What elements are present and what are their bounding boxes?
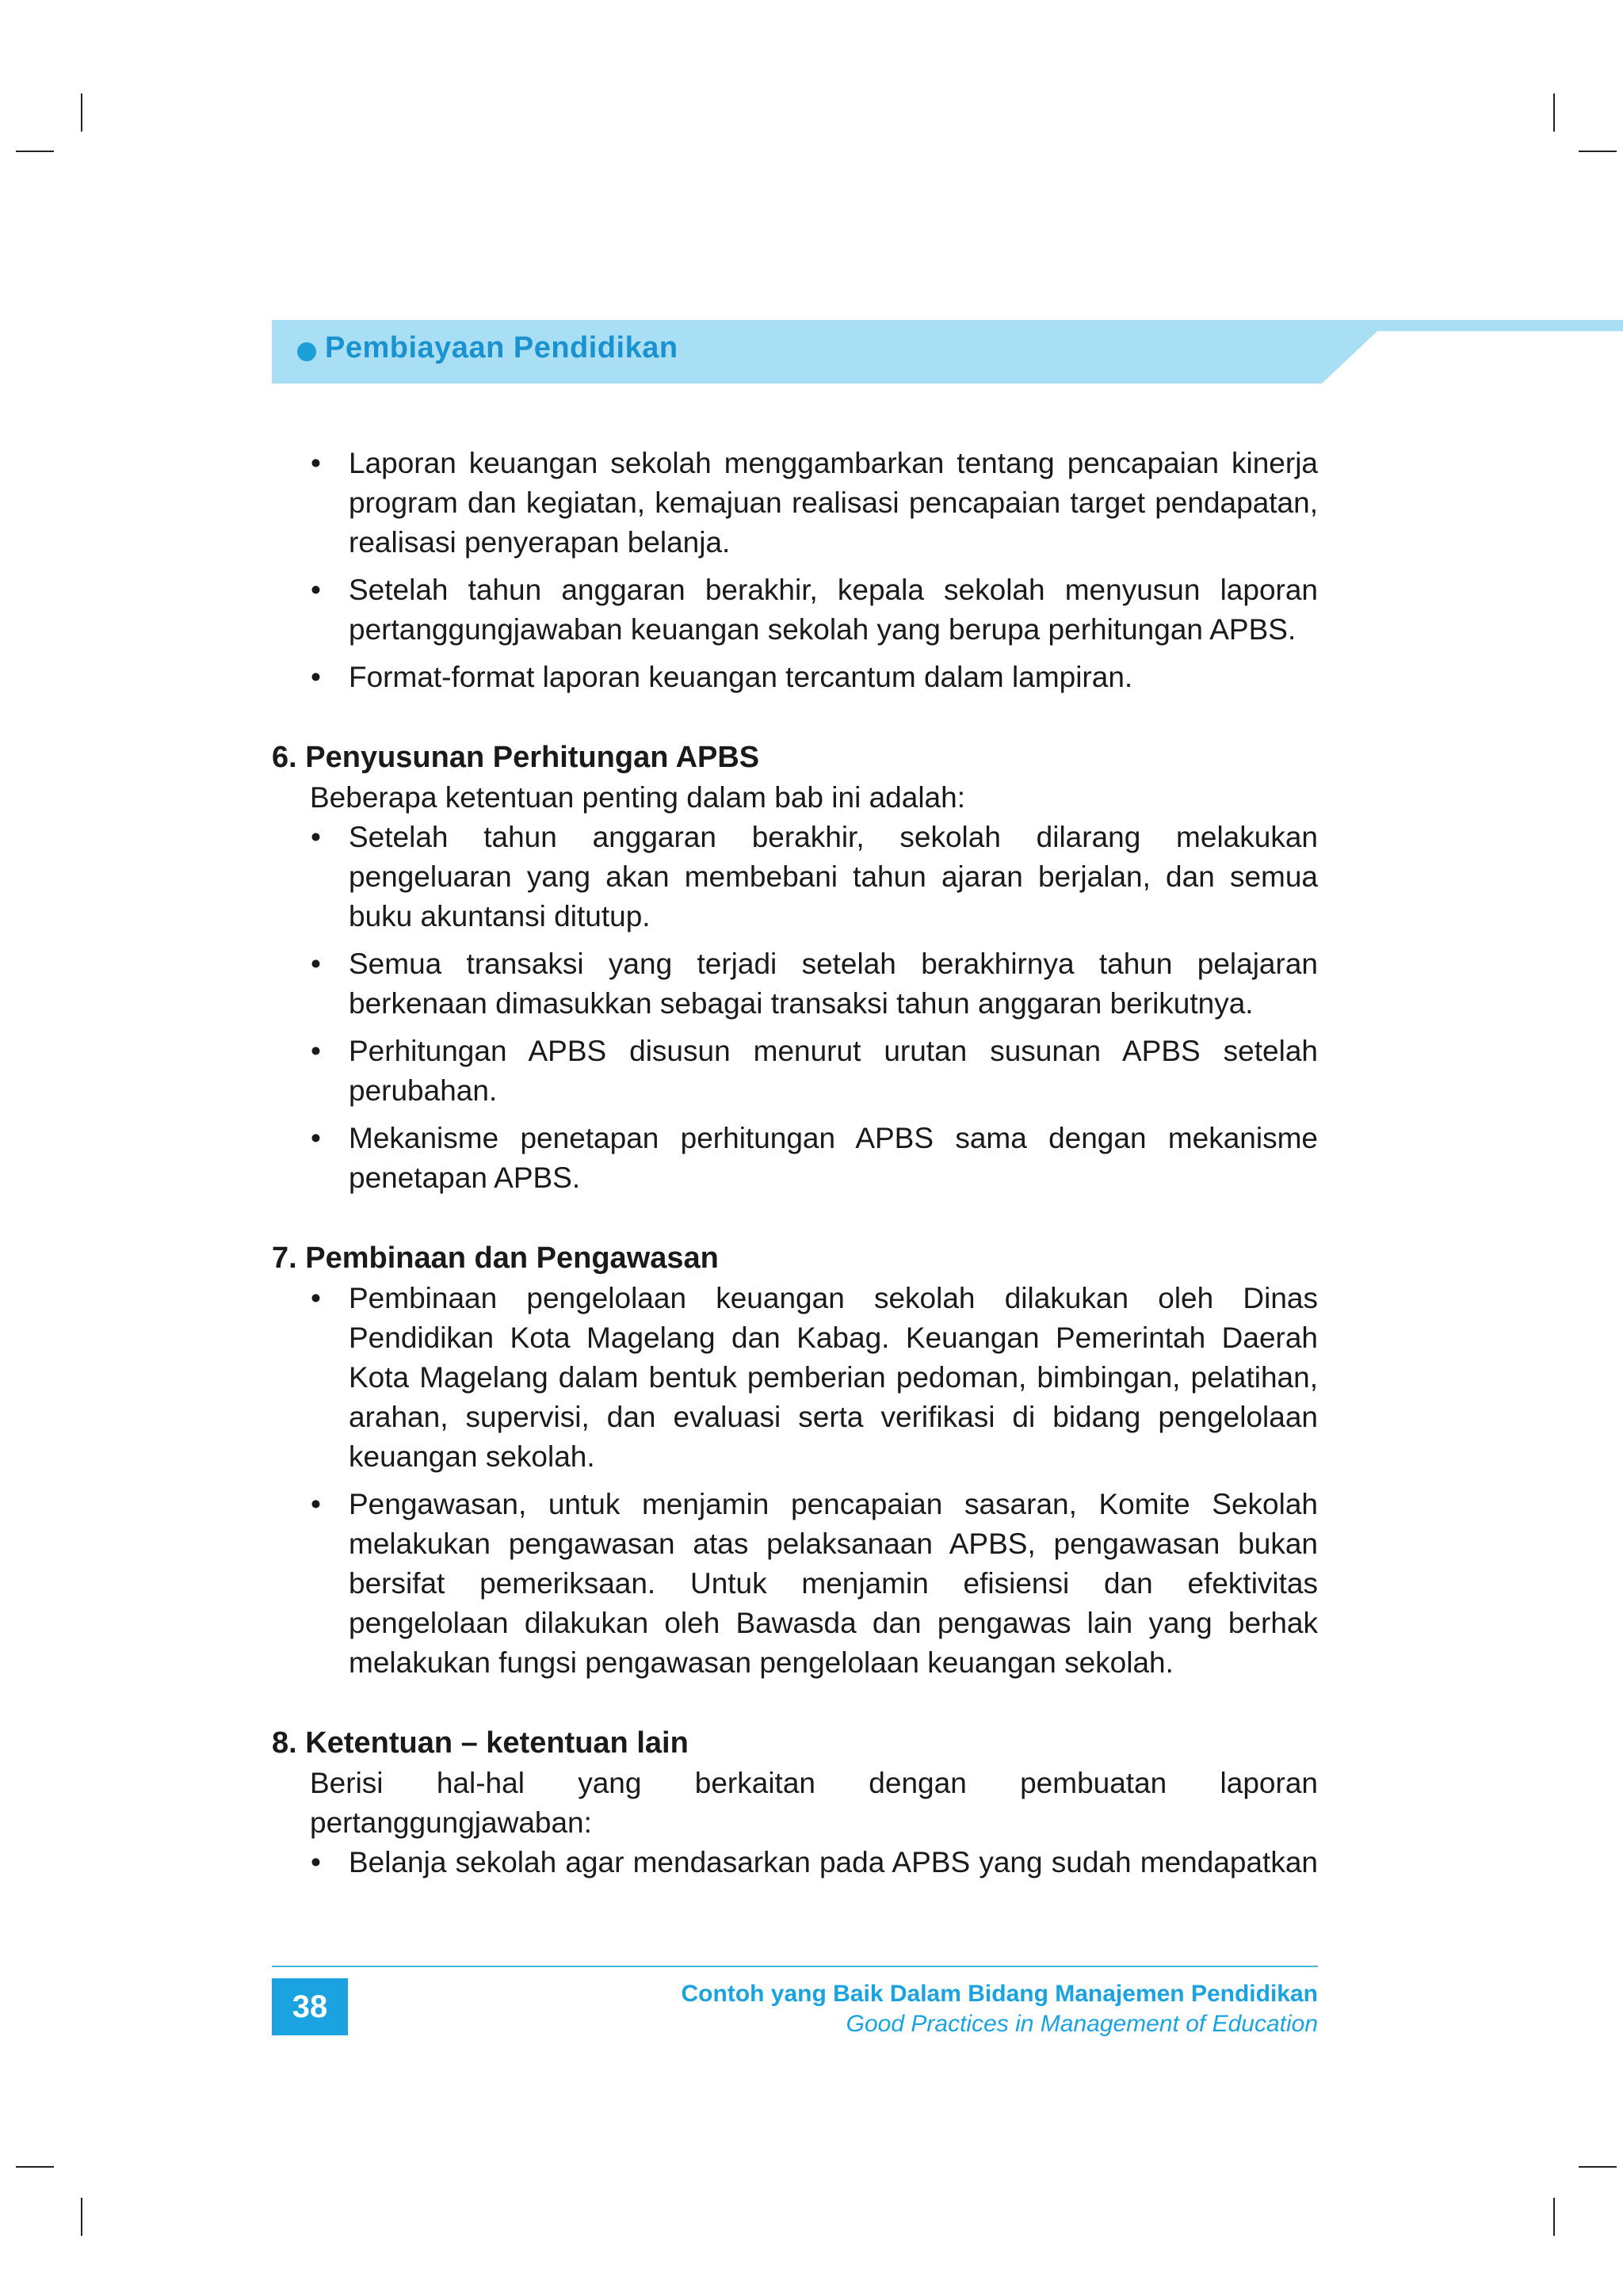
page-number: 38 bbox=[272, 1978, 348, 2035]
section-intro: Beberapa ketentuan penting dalam bab ini adalah: bbox=[310, 781, 965, 814]
intro-bullet-list bbox=[272, 444, 1318, 697]
bullet-dot-icon bbox=[297, 342, 316, 361]
footer-title: Contoh yang Baik Dalam Bidang Manajemen Pendidikan bbox=[681, 1981, 1318, 2007]
crop-mark bbox=[81, 93, 82, 132]
section-6-bullets bbox=[272, 818, 1318, 1198]
section-7 bbox=[272, 1238, 1318, 1683]
crop-mark bbox=[1579, 151, 1617, 152]
list-item: • Semua transaksi yang terjadi setelah berakhirnya tahun pelajaran berkenaan dimasukkan sebagai transaksi tahun anggaran berikutnya. bbox=[349, 944, 1318, 1024]
crop-mark bbox=[16, 2166, 54, 2168]
crop-mark bbox=[16, 151, 54, 152]
footer-subtitle: Good Practices in Management of Education bbox=[846, 2011, 1318, 2037]
section-6 bbox=[272, 737, 1318, 1198]
crop-mark bbox=[81, 2198, 82, 2236]
list-item: • Pembinaan pengelolaan keuangan sekolah dilakukan oleh Dinas Pendidikan Kota Magelang dan Kabag. Keuangan Pemerintah Daerah Kota Magelang dalam bentuk pemberian pedoman, bimbingan, pelatihan, arahan, supervisi, dan evaluasi serta verifikasi di bidang pengelolaan keuangan sekolah. bbox=[349, 1279, 1318, 1477]
list-item: • Belanja sekolah agar mendasarkan pada APBS yang sudah mendapatkan bbox=[349, 1843, 1318, 1882]
crop-mark bbox=[1553, 2198, 1555, 2236]
section-8-bullets bbox=[272, 1843, 1318, 1882]
list-item: • Laporan keuangan sekolah menggambarkan tentang pencapaian kinerja program dan kegiatan, kemajuan realisasi pencapaian target pendapatan, realisasi penyerapan belanja. bbox=[349, 444, 1318, 563]
section-intro: Berisi hal-hal yang berkaitan dengan pembuatan laporan pertanggungjawaban: bbox=[310, 1767, 1318, 1839]
section-heading: 7. Pembinaan dan Pengawasan bbox=[272, 1241, 719, 1275]
section-heading: 8. Ketentuan – ketentuan lain bbox=[272, 1726, 689, 1760]
section-heading: 6. Penyusunan Perhitungan APBS bbox=[272, 741, 760, 774]
crop-mark bbox=[1553, 93, 1555, 132]
list-item: • Mekanisme penetapan perhitungan APBS sama dengan mekanisme penetapan APBS. bbox=[349, 1119, 1318, 1198]
section-7-bullets bbox=[272, 1279, 1318, 1683]
list-item: • Setelah tahun anggaran berakhir, kepala sekolah menyusun laporan pertanggungjawaban keuangan sekolah yang berupa perhitungan APBS. bbox=[349, 570, 1318, 650]
list-item: • Format-format laporan keuangan tercantum dalam lampiran. bbox=[349, 658, 1318, 697]
section-8 bbox=[272, 1722, 1318, 1882]
list-item: • Perhitungan APBS disusun menurut urutan susunan APBS setelah perubahan. bbox=[349, 1032, 1318, 1111]
list-item: • Pengawasan, untuk menjamin pencapaian sasaran, Komite Sekolah melakukan pengawasan atas pelaksanaan APBS, pengawasan bukan bersifat pemeriksaan. Untuk menjamin efisiensi dan efektivitas pengelolaan dilakukan oleh Bawasda dan pengawas lain yang berhak melakukan fungsi pengawasan pengelolaan keuangan sekolah. bbox=[349, 1485, 1318, 1683]
list-item: • Setelah tahun anggaran berakhir, sekolah dilarang melakukan pengeluaran yang akan membebani tahun ajaran berjalan, dan semua buku akuntansi ditutup. bbox=[349, 818, 1318, 936]
running-header-title: Pembiayaan Pendidikan bbox=[325, 331, 678, 364]
page-body bbox=[272, 444, 1318, 1890]
footer-rule bbox=[272, 1966, 1318, 1967]
crop-mark bbox=[1579, 2166, 1617, 2168]
